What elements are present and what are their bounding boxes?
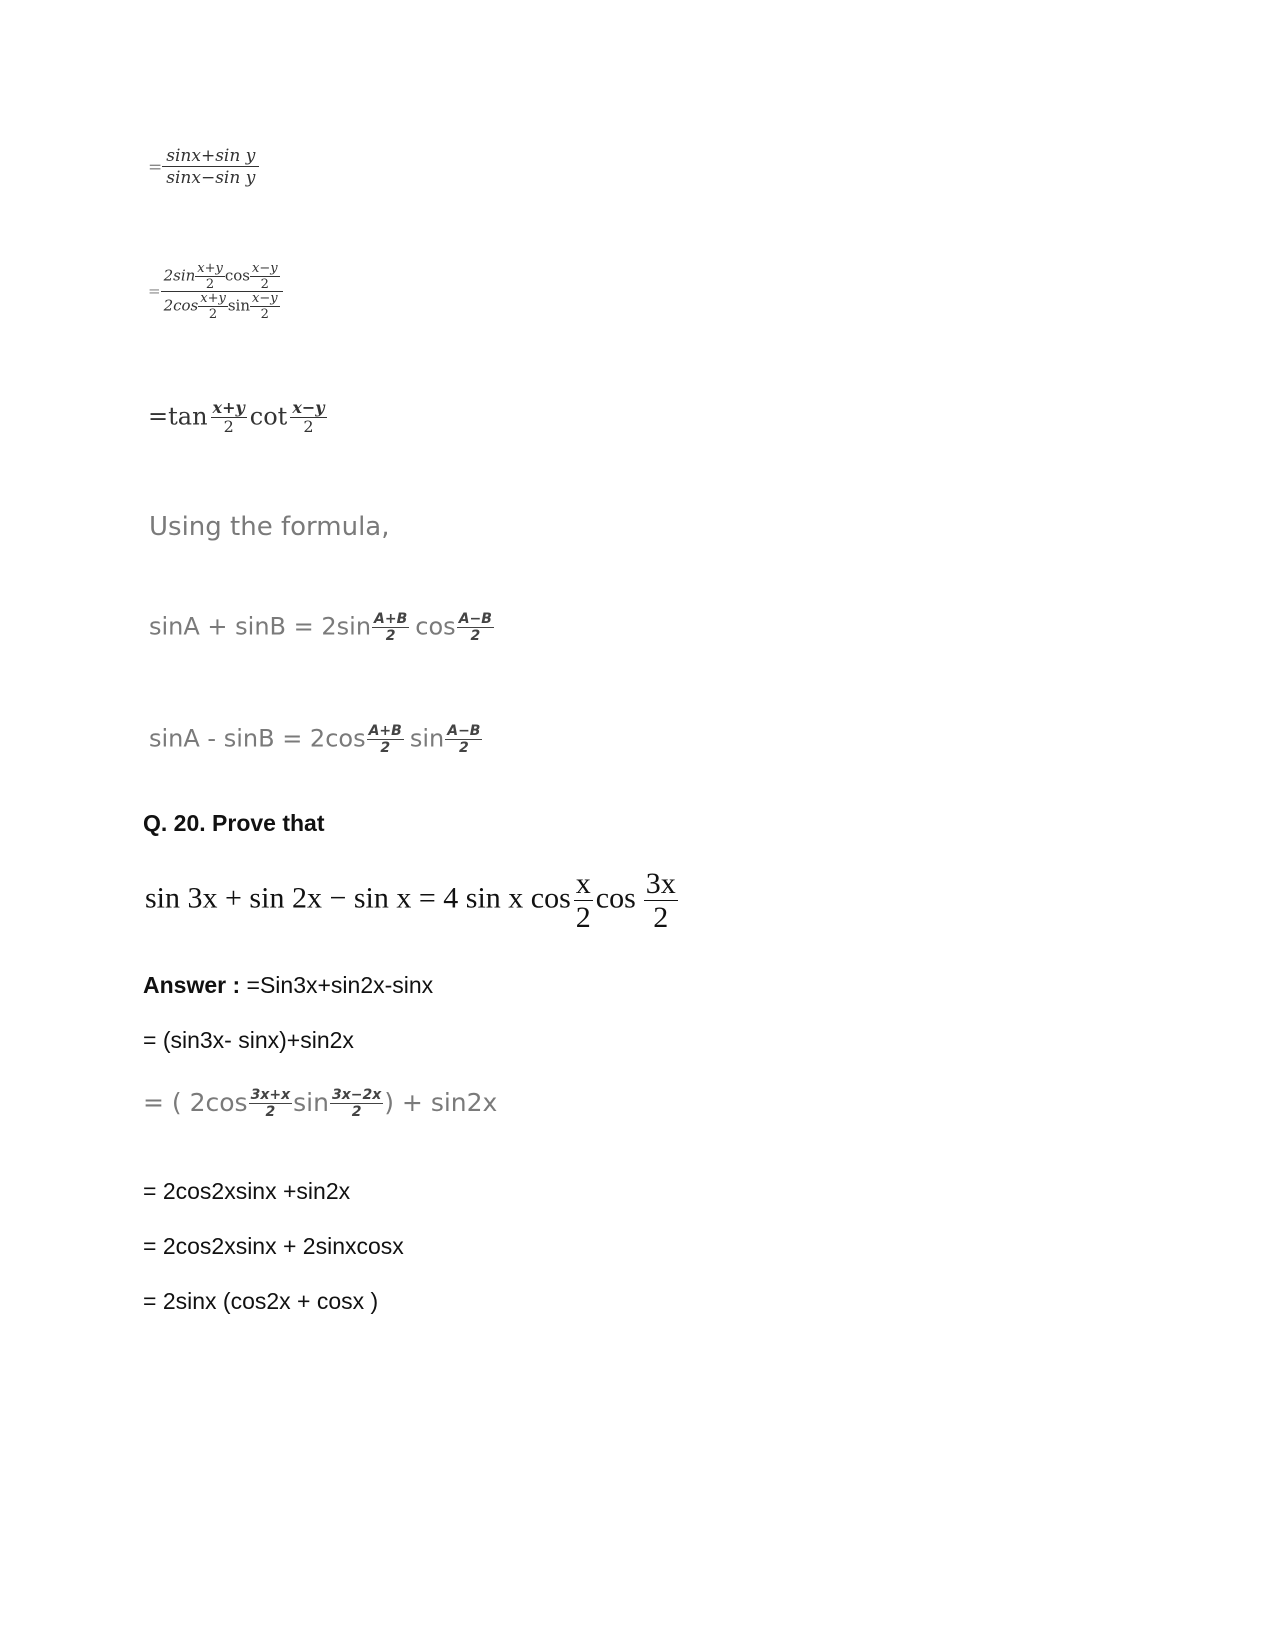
step2-denominator [161, 292, 283, 321]
answer-line-1 [143, 972, 433, 999]
answer-line-3-frac2 [330, 1088, 383, 1119]
step3-frac2 [290, 400, 326, 436]
frac-numerator: x+y [197, 261, 223, 276]
answer-line-3 [143, 1088, 497, 1120]
step1-fraction [162, 148, 259, 188]
question-title: Q. 20. Prove that [143, 810, 325, 836]
frac-numerator: 3x [645, 867, 676, 900]
question-frac1 [574, 868, 593, 933]
answer-line-6: = 2sinx (cos2x + cosx ) [143, 1288, 379, 1314]
equals-sign: = [148, 281, 161, 300]
step1-equation [148, 148, 259, 188]
frac-denominator: 2 [223, 416, 234, 436]
formula-sum-lhs: sinA + sinB = 2sin [149, 612, 372, 641]
frac-numerator: 3x+x [250, 1087, 291, 1104]
answer-line-3-sin: sin [293, 1088, 329, 1117]
frac-denominator: 2 [385, 627, 396, 644]
formula-sum [149, 612, 494, 643]
equals-sign: = [148, 157, 163, 178]
frac-numerator: 3x−2x [331, 1087, 382, 1104]
frac-denominator: 2 [575, 900, 591, 934]
step3-equation [148, 400, 327, 436]
frac-denominator: 2 [260, 306, 269, 322]
frac-denominator: 2 [351, 1104, 362, 1120]
answer-line-3-frac1 [249, 1088, 293, 1119]
question-frac2 [644, 868, 678, 933]
answer-line-3-suffix: ) + sin2x [384, 1088, 498, 1117]
answer-line-5: = 2cos2xsinx + 2sinxcosx [143, 1233, 404, 1259]
step2-numerator [161, 262, 283, 292]
question-equation [145, 868, 678, 933]
answer-label: Answer : [143, 972, 241, 998]
step2-num-cos: cos [224, 266, 250, 285]
frac-numerator: x−y [292, 398, 325, 417]
frac-numerator: x+y [212, 398, 245, 417]
frac-denominator: 2 [458, 739, 469, 756]
step2-num-frac1 [195, 262, 225, 291]
answer-line-2: = (sin3x- sinx)+sin2x [143, 1027, 354, 1053]
frac-denominator: 2 [653, 900, 669, 934]
step2-den-frac1 [198, 292, 228, 321]
answer-line-1-text: =Sin3x+sin2x-sinx [240, 972, 434, 998]
formula-sum-cos: cos [415, 612, 456, 641]
frac-denominator: 2 [303, 416, 314, 436]
frac-numerator: A+B [368, 723, 402, 739]
frac-denominator: 2 [205, 276, 215, 292]
step1-denominator: sinx−sin y [166, 167, 256, 188]
frac-numerator: A−B [458, 611, 492, 627]
answer-line-4: = 2cos2xsinx +sin2x [143, 1178, 351, 1204]
formula-diff-frac1 [367, 724, 404, 755]
frac-numerator: x+y [200, 291, 226, 307]
step2-den-sin: sin [227, 296, 250, 315]
formula-diff-frac2 [445, 724, 482, 755]
frac-denominator: 2 [470, 627, 481, 644]
frac-denominator: 2 [208, 306, 218, 322]
step2-num-frac2 [250, 262, 280, 291]
frac-numerator: x [575, 867, 591, 900]
formula-sum-frac2 [457, 612, 494, 643]
step2-num-2sin: 2sin [163, 266, 196, 285]
answer-line-3-prefix: = ( 2cos [143, 1088, 248, 1117]
formula-intro: Using the formula, [149, 512, 390, 542]
frac-numerator: x−y [252, 291, 278, 307]
formula-sum-frac1 [372, 612, 409, 643]
step1-numerator: sinx+sin y [162, 148, 259, 167]
frac-numerator: A−B [447, 723, 481, 739]
step3-tan: =tan [148, 402, 208, 431]
frac-denominator: 2 [265, 1104, 276, 1120]
question-lhs: sin 3x + sin 2x − sin x = 4 sin x cos [145, 881, 571, 915]
step2-fraction [161, 262, 283, 322]
step3-frac1 [211, 400, 247, 436]
step3-cot: cot [249, 402, 288, 431]
step2-den-2cos: 2cos [163, 296, 199, 315]
step2-den-frac2 [250, 292, 280, 321]
frac-denominator: 2 [260, 276, 269, 292]
frac-denominator: 2 [380, 739, 391, 756]
formula-diff-lhs: sinA - sinB = 2cos [149, 724, 366, 753]
formula-difference [149, 724, 482, 755]
question-cos: cos [595, 881, 636, 915]
frac-numerator: x−y [252, 261, 278, 276]
formula-diff-sin: sin [409, 724, 445, 753]
step2-equation [148, 262, 283, 322]
frac-numerator: A+B [374, 611, 408, 627]
